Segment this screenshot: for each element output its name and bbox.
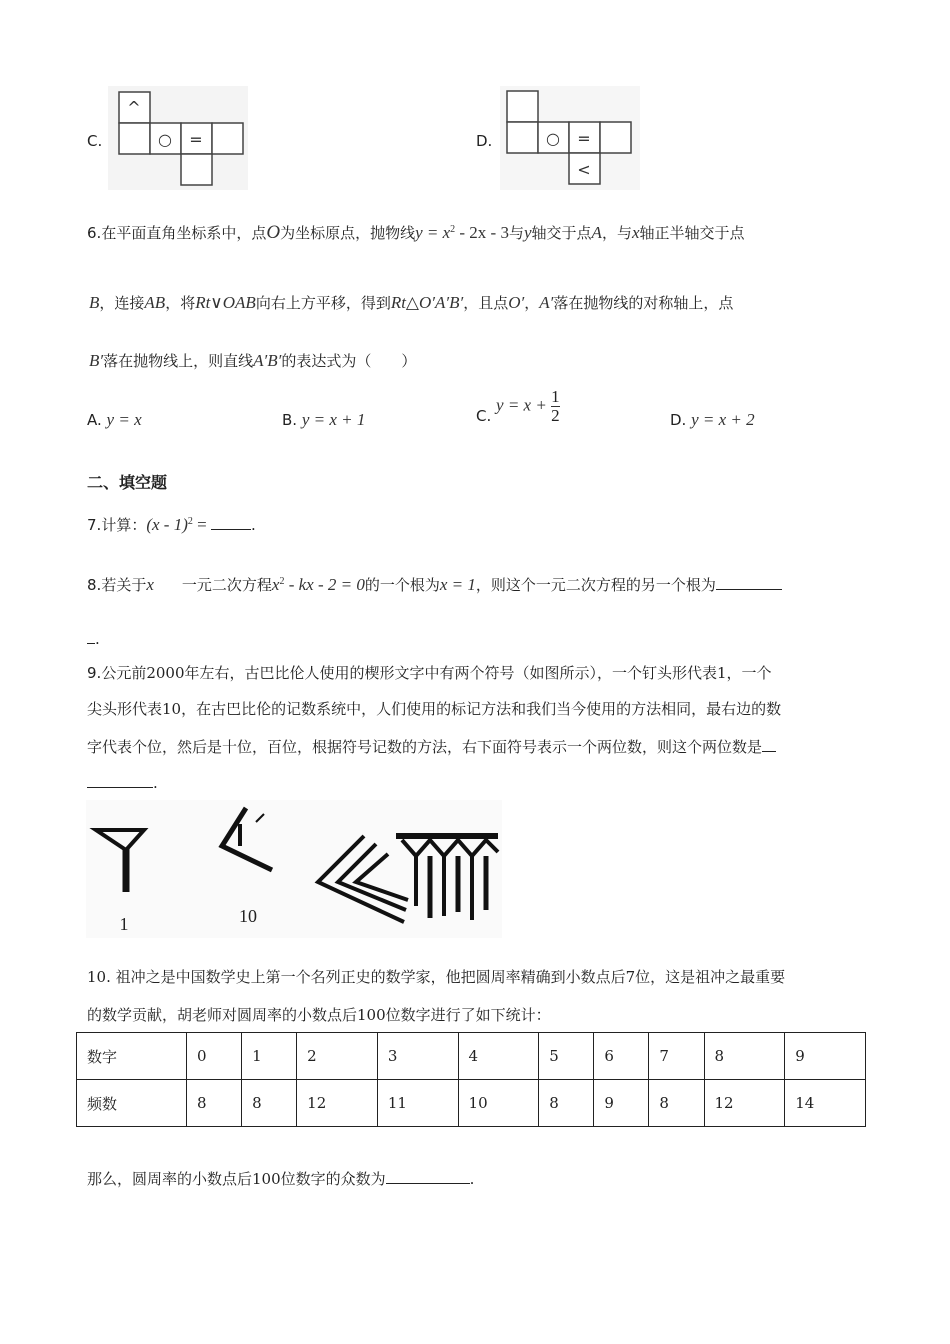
label-one: 1 [119, 914, 129, 934]
section-title: 二、填空题 [87, 473, 168, 492]
q6-option-b: B. y = x + 1 [282, 410, 366, 429]
table-cell: 5 [539, 1033, 594, 1080]
table-cell: 6 [594, 1033, 649, 1080]
table-cell: 8 [186, 1080, 241, 1127]
q6-line2: B，连接AB，将Rt∨OAB向右上方平移，得到Rt△O′A′B′，且点O′，A′落在抛物线的对称轴上，点 [89, 293, 734, 312]
q8-answer-blank-a [716, 589, 782, 590]
q10-line1: 10. 祖冲之是中国数学史上第一个名列正史的数学家，他把圆周率精确到小数点后7位，这是祖冲之最重要 [87, 968, 786, 986]
table-cell: 8 [539, 1080, 594, 1127]
table-cell: 2 [297, 1033, 378, 1080]
q7-answer-blank [211, 529, 251, 530]
fraction-one-half: $\frac{1}{2}$ [551, 387, 560, 425]
table-cell: 10 [458, 1080, 539, 1127]
q8-line2: . [87, 630, 100, 648]
q6-option-a: A. y = x [87, 410, 142, 429]
net-d-symbol-less: < [577, 160, 591, 179]
table-cell: 8 [649, 1080, 704, 1127]
q9-line4: . [87, 774, 158, 792]
net-c-symbol-equal: = [189, 130, 203, 149]
q6-line3: B′落在抛物线上，则直线A′B′的表达式为（ ） [89, 351, 417, 370]
q8-line: 8.若关于x 一元二次方程$x^2$ - kx - 2 = 0的一个根为x = 1，则这个一元二次方程的另一个根为 [87, 574, 782, 595]
table-cell: 1 [242, 1033, 297, 1080]
net-d-symbol-circle: ○ [546, 129, 560, 148]
table-cell: 0 [186, 1033, 241, 1080]
net-c-symbol-caret: ^ [127, 98, 141, 117]
q8-answer-blank-b [87, 643, 95, 644]
table-cell: 14 [785, 1080, 866, 1127]
table-cell: 7 [649, 1033, 704, 1080]
q9-line3: 字代表个位，然后是十位，百位，根据符号记数的方法，右下面符号表示一个两位数，则这个两位数是 [87, 736, 776, 757]
q9-line2: 尖头形代表10，在古巴比伦的记数系统中，人们使用的标记方法和我们当今使用的方法相同，最右边的数 [87, 700, 782, 718]
q10-answer-blank [386, 1183, 470, 1184]
q9-answer-blank-a [762, 751, 776, 752]
table-cell: 数字 [77, 1033, 187, 1080]
table-cell: 12 [297, 1080, 378, 1127]
table-cell: 3 [377, 1033, 458, 1080]
q10-after: 那么，圆周率的小数点后100位数字的众数为 . [87, 1170, 475, 1188]
q9-answer-blank-b [87, 787, 153, 788]
cube-net-c [108, 86, 248, 190]
table-cell: 8 [242, 1080, 297, 1127]
net-c-symbol-circle: ○ [158, 130, 172, 149]
table-cell: 频数 [77, 1080, 187, 1127]
option-d-label: D. [476, 132, 493, 150]
label-ten: 10 [239, 906, 257, 926]
q9-line1: 9.公元前2000年左右，古巴比伦人使用的楔形文字中有两个符号（如图所示），一个钉头形代表1，一个 [87, 664, 772, 682]
table-cell: 12 [704, 1080, 785, 1127]
net-d-symbol-equal: = [577, 129, 591, 148]
table-cell: 11 [377, 1080, 458, 1127]
table-row-frequency [77, 1080, 866, 1127]
option-c-label: C. [87, 132, 103, 150]
q10-line2: 的数学贡献，胡老师对圆周率的小数点后100位数字进行了如下统计： [87, 1006, 551, 1024]
q6-option-c: C. y = x + $\frac{1}{2}$ [476, 387, 560, 425]
frequency-table [76, 1032, 866, 1127]
table-cell: 4 [458, 1033, 539, 1080]
q7-line: 7.计算：(x - 1)$^2$ = . [87, 515, 256, 534]
q6-option-d: D. y = x + 2 [670, 410, 755, 429]
cube-net-d [500, 86, 640, 190]
table-cell: 9 [785, 1033, 866, 1080]
q6-line1: 6.在平面直角坐标系中，点O为坐标原点，抛物线$y = x^2 - 2x - 3$与y轴交于点A，与x轴正半轴交于点 [87, 222, 745, 243]
table-cell: 9 [594, 1080, 649, 1127]
table-row-digits [77, 1033, 866, 1080]
table-cell: 8 [704, 1033, 785, 1080]
cuneiform-figure [86, 800, 502, 938]
